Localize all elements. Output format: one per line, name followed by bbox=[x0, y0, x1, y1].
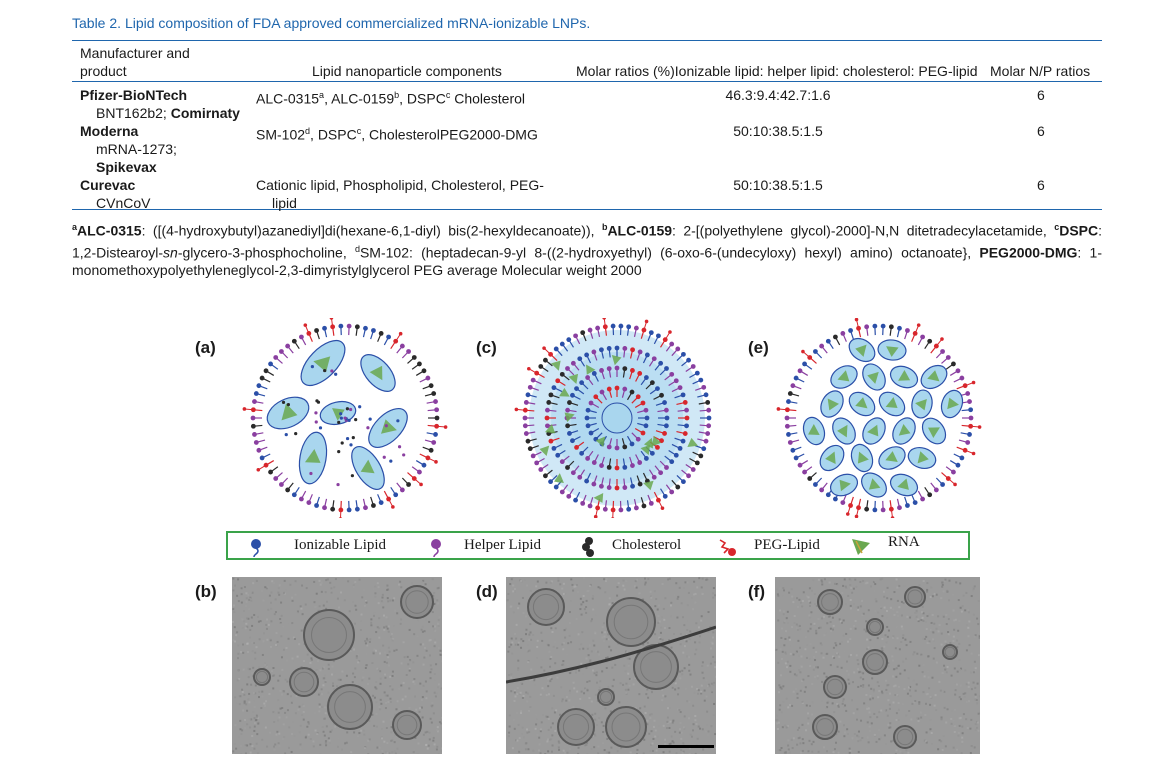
cryo-em-micrograph-f bbox=[775, 577, 980, 754]
legend-cholesterol: Cholesterol bbox=[612, 537, 682, 553]
panel-label-d: (d) bbox=[476, 582, 498, 601]
table-top-rule bbox=[72, 40, 1102, 41]
cryo-em-micrograph-b bbox=[232, 577, 442, 754]
helper-lipid-icon bbox=[428, 537, 448, 557]
row-np-ratio: 6 bbox=[1037, 123, 1045, 139]
header-manufacturer-line2: product bbox=[80, 63, 127, 79]
ionizable-lipid-icon bbox=[248, 537, 268, 557]
row-molar-ratio: 50:10:38.5:1.5 bbox=[733, 123, 823, 139]
row-np-ratio: 6 bbox=[1037, 177, 1045, 193]
panel-label-b: (b) bbox=[195, 582, 217, 601]
table-caption bbox=[72, 15, 590, 31]
row-components: ALC-0315$^a$, ALC-0159$^b$, DSPC$^c$ Cholesterol bbox=[256, 90, 526, 107]
header-molar-ratios: Molar ratios (%)Ionizable lipid: helper lipid: cholesterol: PEG-lipid bbox=[576, 63, 978, 79]
panel-label-f: (f) bbox=[748, 582, 765, 601]
table-header-rule bbox=[72, 81, 1102, 82]
cholesterol-icon bbox=[580, 536, 600, 558]
figure-legend bbox=[226, 531, 970, 560]
row-product-brand: Spikevax bbox=[96, 159, 157, 175]
row-molar-ratio: 50:10:38.5:1.5 bbox=[733, 177, 823, 193]
rna-icon bbox=[850, 535, 874, 557]
row-manufacturer: Pfizer-BioNTech bbox=[80, 87, 188, 103]
row-manufacturer: Moderna bbox=[80, 123, 139, 139]
lnp-diagram-c bbox=[500, 318, 734, 518]
table-footnotes: $^a$ALC-0315: ([(4-hydroxybutyl)azanediyl]di(hexane-6,1-diyl) bis(2-hexyldecanoate)), $^b$ALC-0159: 2-[(polyethylene glycol)-2000]-N,N ditetradecylacetamide, $^c$DSPC: 1,2-Distearoyl-sn-glycero-3-phosphocholine, $^d$SM-102: (heptadecan-9-yl 8-((2-hydroxyethyl) (6-oxo-6-(undecyloxy) hexyl) amino) octanoate}, PEG2000-DMG: 1-monomethoxypolyethyleneglycol-2,3-dimyristylglycerol PEG average Molecular weight 2000 bbox=[72, 222, 1102, 279]
row-molar-ratio: 46.3:9.4:42.7:1.6 bbox=[725, 87, 831, 103]
legend-peg: PEG-Lipid bbox=[754, 537, 820, 553]
panel-label-c: (c) bbox=[476, 338, 497, 357]
row-np-ratio: 6 bbox=[1037, 87, 1045, 103]
legend-helper: Helper Lipid bbox=[464, 537, 542, 553]
lnp-diagram-a bbox=[228, 318, 462, 518]
lnp-diagram-e bbox=[762, 318, 996, 518]
legend-rna: RNA bbox=[888, 534, 920, 550]
peg-lipid-icon bbox=[716, 536, 740, 558]
row-components-cont: lipid bbox=[272, 195, 297, 211]
table-bottom-rule bbox=[72, 209, 1102, 210]
row-components: Cationic lipid, Phospholipid, Cholesterol, PEG- bbox=[256, 177, 544, 193]
table-label: Table 2. bbox=[72, 15, 122, 31]
header-components: Lipid nanoparticle components bbox=[312, 63, 502, 79]
row-product: mRNA-1273; bbox=[96, 141, 177, 157]
row-product: CVnCoV bbox=[96, 195, 151, 211]
cryo-em-micrograph-d bbox=[506, 577, 716, 754]
row-manufacturer: Curevac bbox=[80, 177, 136, 193]
header-np-ratios: Molar N/P ratios bbox=[990, 63, 1091, 79]
row-components: SM-102$^d$, DSPC$^c$, CholesterolPEG2000-DMG bbox=[256, 126, 538, 143]
row-product: BNT162b2; Comirnaty bbox=[96, 105, 240, 121]
legend-ionizable: Ionizable Lipid bbox=[294, 537, 387, 553]
header-manufacturer-line1: Manufacturer and bbox=[80, 45, 190, 61]
table-title: Lipid composition of FDA approved commercialized mRNA-ionizable LNPs. bbox=[124, 15, 591, 31]
panel-label-a: (a) bbox=[195, 338, 216, 357]
panel-label-e: (e) bbox=[748, 338, 769, 357]
row-product-brand: Comirnaty bbox=[170, 105, 240, 121]
